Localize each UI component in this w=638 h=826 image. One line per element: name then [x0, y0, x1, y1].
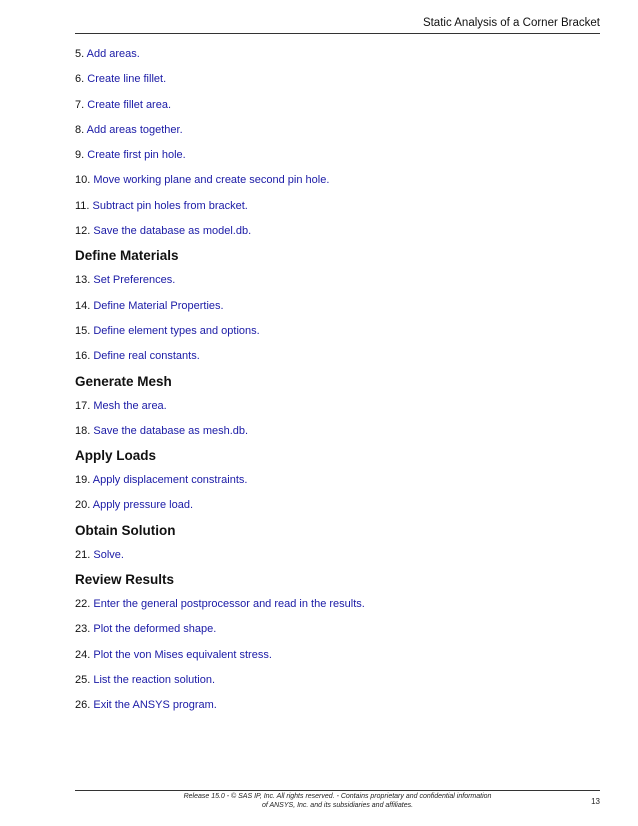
step-number: 20.: [75, 499, 91, 512]
step-number: 17.: [75, 399, 91, 412]
footer-divider: [75, 790, 600, 791]
step-number: 22.: [75, 598, 91, 611]
step-number: 13.: [75, 274, 91, 287]
step-link[interactable]: Move working plane and create second pin hole.: [93, 174, 330, 187]
step-number: 7.: [75, 98, 85, 111]
step-item: [75, 324, 600, 349]
step-number: 25.: [75, 673, 91, 686]
step-item: [75, 648, 600, 673]
step-number: 12.: [75, 225, 91, 238]
step-number: 9.: [75, 149, 85, 162]
step-link[interactable]: Subtract pin holes from bracket.: [92, 199, 248, 212]
step-link[interactable]: Create line fillet.: [87, 73, 167, 86]
step-link[interactable]: Apply pressure load.: [92, 499, 194, 512]
section-heading: Obtain Solution: [75, 522, 176, 538]
step-item: [75, 47, 600, 72]
step-number: 16.: [75, 350, 91, 363]
step-item: [75, 424, 600, 449]
step-list: [75, 47, 600, 724]
header-divider: [75, 33, 600, 34]
step-link[interactable]: Create first pin hole.: [87, 149, 186, 162]
step-number: 21.: [75, 548, 91, 561]
step-link[interactable]: Define real constants.: [93, 350, 200, 363]
step-link[interactable]: Apply displacement constraints.: [92, 474, 248, 487]
section-heading: Define Materials: [75, 248, 179, 264]
step-link[interactable]: Exit the ANSYS program.: [93, 699, 217, 712]
step-item: [75, 548, 600, 573]
step-item: [75, 698, 600, 723]
step-number: 19.: [75, 474, 91, 487]
step-item: [75, 349, 600, 374]
step-link[interactable]: List the reaction solution.: [93, 673, 216, 686]
page-number: 13: [591, 797, 600, 806]
step-number: 24.: [75, 648, 91, 661]
step-number: 15.: [75, 324, 91, 337]
step-number: 10.: [75, 174, 91, 187]
step-number: 6.: [75, 73, 85, 86]
footer-line-1: Release 15.0 - © SAS IP, Inc. All rights reserved. - Contains proprietary and confidential information: [183, 793, 492, 800]
step-link[interactable]: Plot the deformed shape.: [93, 623, 217, 636]
section-heading: Generate Mesh: [75, 373, 172, 389]
step-link[interactable]: Add areas.: [86, 48, 140, 60]
step-item: [75, 299, 600, 324]
step-link[interactable]: Save the database as model.db.: [93, 225, 252, 238]
step-item: [75, 622, 600, 647]
step-link[interactable]: Define element types and options.: [93, 324, 260, 337]
step-item: [75, 473, 600, 498]
section-heading: Apply Loads: [75, 448, 157, 464]
step-link[interactable]: Plot the von Mises equivalent stress.: [93, 648, 272, 661]
step-item: [75, 98, 600, 123]
step-link[interactable]: Set Preferences.: [93, 274, 176, 287]
step-number: 26.: [75, 699, 91, 712]
step-item: [75, 399, 600, 424]
step-item: [75, 597, 600, 622]
page-header-title: Static Analysis of a Corner Bracket: [422, 17, 600, 29]
footer-line-2: of ANSYS, Inc. and its subsidiaries and affiliates.: [261, 802, 414, 809]
step-item: [75, 123, 600, 148]
step-item: [75, 673, 600, 698]
step-number: 11.: [75, 199, 90, 212]
step-item: [75, 173, 600, 198]
step-item: [75, 273, 600, 298]
step-item: [75, 224, 600, 249]
step-number: 8.: [75, 123, 85, 136]
step-number: 23.: [75, 623, 91, 636]
step-link[interactable]: Define Material Properties.: [93, 299, 224, 312]
section-heading: Review Results: [75, 572, 175, 588]
step-item: [75, 148, 600, 173]
step-link[interactable]: Mesh the area.: [93, 399, 167, 412]
step-link[interactable]: Add areas together.: [86, 123, 183, 136]
step-link[interactable]: Enter the general postprocessor and read in the results.: [93, 598, 365, 611]
step-item: [75, 72, 600, 97]
step-number: 5.: [75, 48, 85, 60]
step-item: [75, 199, 600, 224]
step-number: 14.: [75, 299, 91, 312]
step-link[interactable]: Save the database as mesh.db.: [93, 424, 249, 437]
footer-copyright: [75, 792, 600, 810]
step-number: 18.: [75, 424, 91, 437]
step-link[interactable]: Create fillet area.: [87, 98, 172, 111]
step-item: [75, 498, 600, 523]
step-link[interactable]: Solve.: [93, 548, 124, 561]
